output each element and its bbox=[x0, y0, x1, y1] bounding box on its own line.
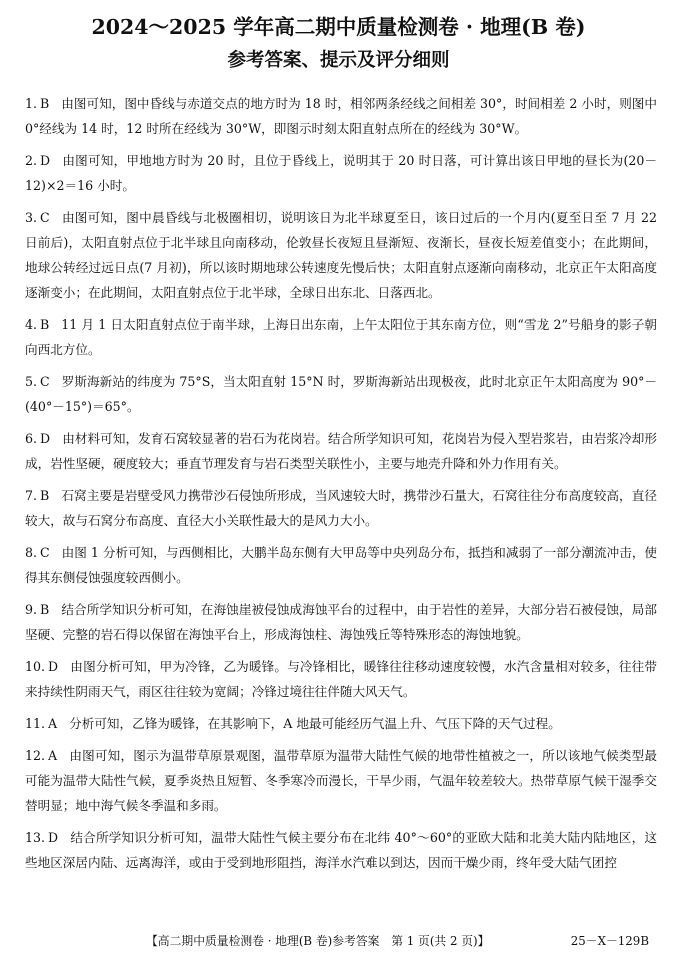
answer-explanation: 罗斯海新站的纬度为 75°S，当太阳直射 15°N 时，罗斯海新站出现极夜，此时北京正午太阳高度为 90°－(40°－15°)＝65°。 bbox=[25, 374, 657, 414]
answer-explanation: 由材料可知，发育石窝较显著的岩石为花岗岩。结合所学知识可知，花岗岩为侵入型岩浆岩，由岩浆冷却形成，岩性坚硬，硬度较大；垂直节理发育与岩石类型关联性小，主要与地壳升降和外力作用有关。 bbox=[25, 431, 657, 471]
answer-item bbox=[25, 369, 657, 419]
answer-item bbox=[25, 426, 657, 476]
answer-key: D bbox=[48, 830, 59, 845]
answer-number: 13. bbox=[25, 830, 46, 845]
answer-number: 8. bbox=[25, 545, 38, 560]
answer-item bbox=[25, 312, 657, 362]
answer-item bbox=[25, 597, 657, 647]
answer-number: 1. bbox=[25, 96, 38, 111]
answer-key: D bbox=[40, 431, 51, 446]
answer-key: D bbox=[48, 659, 59, 674]
answer-key: B bbox=[40, 96, 50, 111]
answer-key: C bbox=[40, 210, 50, 225]
answer-key: B bbox=[40, 317, 50, 332]
answer-key: C bbox=[40, 545, 50, 560]
answer-explanation: 由图可知，图中昏线与赤道交点的地方时为 18 时，相邻两条经线之间相差 30°，时间相差 2 小时，则图中 0°经线为 14 时，12 时所在经线为 30°W，即图示时刻太阳直射点所在的经线为 30°W。 bbox=[25, 96, 657, 136]
answer-number: 2. bbox=[25, 153, 38, 168]
answer-number: 5. bbox=[25, 374, 38, 389]
answer-explanation: 11 月 1 日太阳直射点位于南半球，上海日出东南，上午太阳位于其东南方位，则“雪龙 2”号船身的影子朝向西北方位。 bbox=[25, 317, 657, 357]
answer-explanation: 由图可知，图示为温带草原景观图，温带草原为温带大陆性气候的地带性植被之一，所以该地气候类型最可能为温带大陆性气候，夏季炎热且短暂、冬季寒冷而漫长，干旱少雨，气温年较差较大。热带草原气候干湿季交替明显；地中海气候冬季温和多雨。 bbox=[25, 748, 657, 813]
answer-explanation: 由图可知，甲地地方时为 20 时，且位于昏线上，说明其于 20 时日落，可计算出该日甲地的昼长为(20－12)×2＝16 小时。 bbox=[25, 153, 657, 193]
answer-number: 10. bbox=[25, 659, 46, 674]
answer-explanation: 由图 1 分析可知，与西侧相比，大鹏半岛东侧有大甲岛等中央列岛分布，抵挡和减弱了一部分潮流冲击，使得其东侧侵蚀强度较西侧小。 bbox=[25, 545, 658, 585]
answer-item bbox=[25, 654, 657, 704]
answer-number: 12. bbox=[25, 748, 46, 763]
answer-item bbox=[25, 148, 657, 198]
answer-key: B bbox=[40, 488, 50, 503]
answer-key: B bbox=[40, 602, 50, 617]
answer-item bbox=[25, 91, 657, 141]
answer-number: 7. bbox=[25, 488, 38, 503]
answer-item bbox=[25, 483, 657, 533]
answer-list bbox=[25, 91, 657, 882]
answer-item bbox=[25, 540, 657, 590]
page-footer bbox=[0, 932, 677, 952]
footer-code: 25－X－129B bbox=[570, 934, 649, 948]
answer-number: 6. bbox=[25, 431, 38, 446]
answer-explanation: 由图分析可知，甲为冷锋，乙为暖锋。与冷锋相比，暖锋往往移动速度较慢，水汽含量相对较多，往往带来持续性阴雨天气，雨区往往较为宽阔；冷锋过境往往伴随大风天气。 bbox=[25, 659, 657, 699]
answer-key: A bbox=[48, 748, 58, 763]
answer-number: 3. bbox=[25, 210, 38, 225]
answer-item bbox=[25, 205, 657, 305]
answer-key: C bbox=[40, 374, 50, 389]
answer-item bbox=[25, 825, 657, 875]
answer-item bbox=[25, 743, 657, 818]
answer-number: 9. bbox=[25, 602, 38, 617]
page-title: 2024～2025 学年高二期中质量检测卷 · 地理(B 卷) bbox=[91, 15, 586, 39]
answer-number: 4. bbox=[25, 317, 38, 332]
answer-explanation: 分析可知，乙锋为暖锋，在其影响下，A 地最可能经历气温上升、气压下降的天气过程。 bbox=[69, 716, 561, 731]
footer-page-info: 【高二期中质量检测卷 · 地理(B 卷)参考答案 第 1 页(共 2 页)】 bbox=[146, 934, 490, 948]
page-subtitle: 参考答案、提示及评分细则 bbox=[227, 50, 450, 71]
answer-item bbox=[25, 711, 657, 736]
answer-explanation: 结合所学知识分析可知，温带大陆性气候主要分布在北纬 40°～60°的亚欧大陆和北美大陆内陆地区，这些地区深居内陆、远离海洋，或由于受到地形阻挡，海洋水汽难以到达，因而干燥少雨，终年受大陆气团控 bbox=[25, 830, 657, 870]
answer-explanation: 由图可知，图中晨昏线与北极圈相切，说明该日为北半球夏至日，该日过后的一个月内(夏至日至 7 月 22 日前后)，太阳直射点位于北半球且向南移动，伦敦昼长夜短且昼渐短、夜渐长，昼夜长短差值变小；在此期间，地球公转经过远日点(7 月初)，所以该时期地球公转速度先慢后快；太阳直射点逐渐向南移动，北京正午太阳高度逐渐变小；在此期间，太阳直射点位于北半球，全球日出东北、日落西北。 bbox=[25, 210, 657, 300]
answer-explanation: 石窝主要是岩壁受风力携带沙石侵蚀所形成，当风速较大时，携带沙石量大，石窝往往分布高度较高，直径较大，故与石窝分布高度、直径大小关联性最大的是风力大小。 bbox=[25, 488, 657, 528]
answer-explanation: 结合所学知识分析可知，在海蚀崖被侵蚀成海蚀平台的过程中，由于岩性的差异，大部分岩石被侵蚀，局部坚硬、完整的岩石得以保留在海蚀平台上，形成海蚀柱、海蚀残丘等特殊形态的海蚀地貌。 bbox=[25, 602, 657, 642]
answer-number: 11. bbox=[25, 716, 46, 731]
answer-key: D bbox=[40, 153, 51, 168]
answer-key: A bbox=[48, 716, 58, 731]
